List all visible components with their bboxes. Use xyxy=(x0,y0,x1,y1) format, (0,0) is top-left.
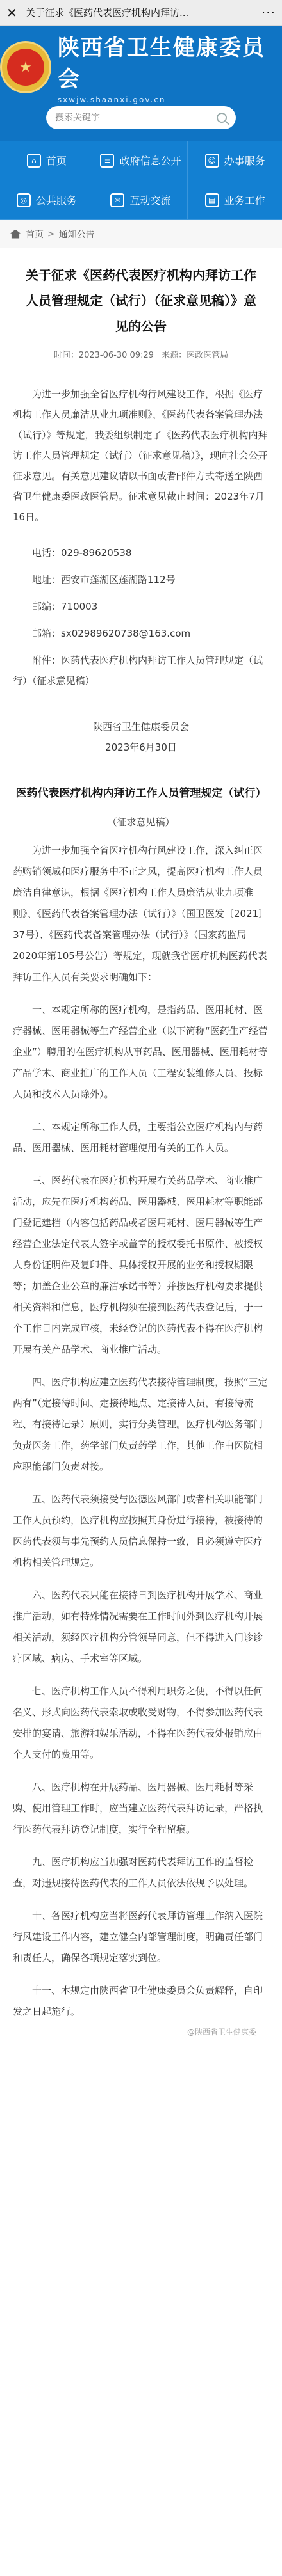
site-url: sxwjw.shaanxi.gov.cn xyxy=(57,95,166,104)
body-paragraph: 二、本规定所称工作人员，主要指公立医疗机构内与药品、医用器械、医用耗材管理使用有关的工作人员。 xyxy=(13,1121,263,1154)
article-meta xyxy=(13,348,269,372)
nav-label: 办事服务 xyxy=(224,155,265,167)
search-icon[interactable] xyxy=(217,113,227,123)
draft-label: （征求意见稿） xyxy=(107,816,175,828)
nav-services[interactable] xyxy=(188,141,282,180)
article-time: 时间：2023-06-30 09:29 xyxy=(53,351,154,360)
national-emblem-icon: ★ xyxy=(0,41,51,93)
contact-info xyxy=(13,543,269,644)
contact-address: 地址：西安市莲湖区莲湖路112号 xyxy=(32,574,176,585)
body-paragraph: 十一、本规定由陕西省卫生健康委员会负责解释，自印发之日起施行。 xyxy=(13,1985,263,2017)
attachment-link[interactable]: 附件：医药代表医疗机构内拜访工作人员管理规定（试行）（征求意见稿） xyxy=(13,655,263,687)
main-nav xyxy=(0,141,282,220)
nav-home[interactable] xyxy=(0,141,94,180)
topbar-title: 关于征求《医药代表医疗机构内拜访... xyxy=(26,7,189,19)
body-paragraph: 三、医药代表在医疗机构开展有关药品学术、商业推广活动，应先在医疗机构药品、医用器械、医用耗材等职能部门登记建档（内容包括药品或者医用耗材、医用器械等生产经营企业法定代表人签字或盖章的授权委托书原件、被授权人身份证明件及复印件、具体授权开展的业务和授权期限等；加盖企业公章的廉洁承诺书等）并按医疗机构要求提供相关资料和信息，医疗机构须在接到医药代表登记后，于一个工作日内完成审核，未经登记的医药代表不得在医疗机构开展有关产品学术、商业推广活动。 xyxy=(13,1175,263,1355)
article-source: 来源：医政医管局 xyxy=(162,351,229,360)
contact-email: 邮箱：sx02989620738@163.com xyxy=(32,628,191,639)
body-paragraph: 五、医药代表须接受与医德医风部门或者相关职能部门工作人员预约，医疗机构应按照其身份进行接待，被接待的医药代表须与事先预约人员信息保持一致，且必须遵守医疗机构相关管理规定。 xyxy=(13,1493,263,1568)
nav-interaction[interactable] xyxy=(94,180,188,220)
sign-date: 2023年6月30日 xyxy=(105,742,177,753)
site-header xyxy=(0,26,282,141)
nav-label: 政府信息公开 xyxy=(119,155,181,167)
document-title: 医药代表医疗机构内拜访工作人员管理规定（试行） xyxy=(15,787,267,800)
contact-phone: 电话：029-89620538 xyxy=(32,547,132,559)
article xyxy=(0,248,282,2050)
breadcrumb-separator: > xyxy=(47,228,55,239)
home-icon xyxy=(10,230,21,239)
document-icon: ≡ xyxy=(100,154,114,168)
body-paragraph: 七、医疗机构工作人员不得利用职务之便，不得以任何名义、形式向医药代表索取或收受财物，不得参加医药代表安排的宴请、旅游和娱乐活动，不得在医药代表处报销应由个人支付的费用等。 xyxy=(13,1685,263,1760)
body-paragraph: 一、本规定所称的医疗机构，是指药品、医用耗材、医疗器械、医用器械等生产经营企业（以下简称“医药生产经营企业”）聘用的在医疗机构从事药品、医用器械、医用耗材等产品学术、商业推广的工作人员（工程安装维修人员、投标人员和技术人员除外）。 xyxy=(13,1004,268,1100)
top-bar xyxy=(0,0,282,26)
close-icon[interactable]: ✕ xyxy=(6,4,17,20)
site-brand[interactable] xyxy=(0,32,282,102)
document-body xyxy=(13,840,269,2023)
body-paragraph: 八、医疗机构在开展药品、医用器械、医用耗材等采购、使用管理工作时，应当建立医药代表拜访记录，严格执行医药代表拜访登记制度，实行全程留痕。 xyxy=(13,1781,263,1835)
page-title: 关于征求《医药代表医疗机构内拜访工作人员管理规定（试行）（征求意见稿）》意见的公告 xyxy=(26,267,256,334)
nav-label: 公共服务 xyxy=(35,195,77,207)
breadcrumb xyxy=(0,220,282,248)
search-input[interactable] xyxy=(55,113,217,123)
watermark: @陕西省卫生健康委 xyxy=(187,2028,256,2037)
body-paragraph: 四、医疗机构应建立医药代表接待管理制度，按照“三定两有”（定接待时间、定接待地点、定接待人员，有接待流程、有接待记录）原则，实行分类管理。医疗机构医务部门负责医务工作，药学部门负责药学工作，其他工作由医院相应职能部门负责对接。 xyxy=(13,1376,268,1472)
home-icon: ⌂ xyxy=(27,154,41,168)
body-paragraph: 为进一步加强全省医疗机构行风建设工作，深入纠正医药购销领域和医疗服务中不正之风，提高医疗机构工作人员廉洁自律意识，根据《医疗机构工作人员廉洁从业九项准则》、《医药代表备案管理办法（试行）》（国卫医发〔2021〕37号）、《医药代表备案管理办法（试行）》（国家药监局2020年第105号公告）等规定，现就我省医疗机构医药代表拜访工作人员有关要求明确如下： xyxy=(13,845,269,983)
nav-label: 首页 xyxy=(46,155,67,167)
body-paragraph: 六、医药代表只能在接待日到医疗机构开展学术、商业推广活动，如有特殊情况需要在工作时间外到医疗机构开展相关活动，须经医疗机构分管领导同意，但不得进入门诊诊疗区域、病房、手术室等区域。 xyxy=(13,1589,263,1664)
breadcrumb-home[interactable]: 首页 xyxy=(26,229,44,240)
nav-business[interactable] xyxy=(188,180,282,220)
body-paragraph: 九、医疗机构应当加强对医药代表拜访工作的监督检查，对违规接待医药代表的工作人员依法依规予以处理。 xyxy=(13,1856,254,1889)
service-icon: ◎ xyxy=(17,193,31,207)
article-intro: 为进一步加强全省医疗机构行风建设工作，根据《医疗机构工作人员廉洁从业九项准则》、《医药代表备案管理办法（试行）》等规定，我委组织制定了《医药代表医疗机构内拜访工作人员管理规定（试行）（征求意见稿）》，现向社会公开征求意见。有关意见建议请以书面或者邮件方式寄送至陕西省卫生健康委医政医管局。征求意见截止时间：2023年7月16日。 xyxy=(13,388,268,523)
people-icon: ☺ xyxy=(205,154,219,168)
nav-gov-info[interactable] xyxy=(94,141,188,180)
sign-org: 陕西省卫生健康委员会 xyxy=(92,721,189,733)
site-name: 陕西省卫生健康委员会 xyxy=(57,35,265,92)
nav-public-service[interactable] xyxy=(0,180,94,220)
nav-label: 业务工作 xyxy=(224,195,265,207)
nav-label: 互动交流 xyxy=(129,195,171,207)
briefcase-icon: ▤ xyxy=(205,193,219,207)
contact-postcode: 邮编：710003 xyxy=(32,601,98,612)
more-menu-icon[interactable]: ··· xyxy=(261,4,276,20)
chat-icon: ✉ xyxy=(110,193,124,207)
search-box xyxy=(46,106,236,129)
breadcrumb-current[interactable]: 通知公告 xyxy=(58,229,95,240)
body-paragraph: 十、各医疗机构应当将医药代表拜访管理工作纳入医院行风建设工作内容，建立健全内部管理制度，明确责任部门和责任人，确保各项规定落实到位。 xyxy=(13,1910,263,1964)
